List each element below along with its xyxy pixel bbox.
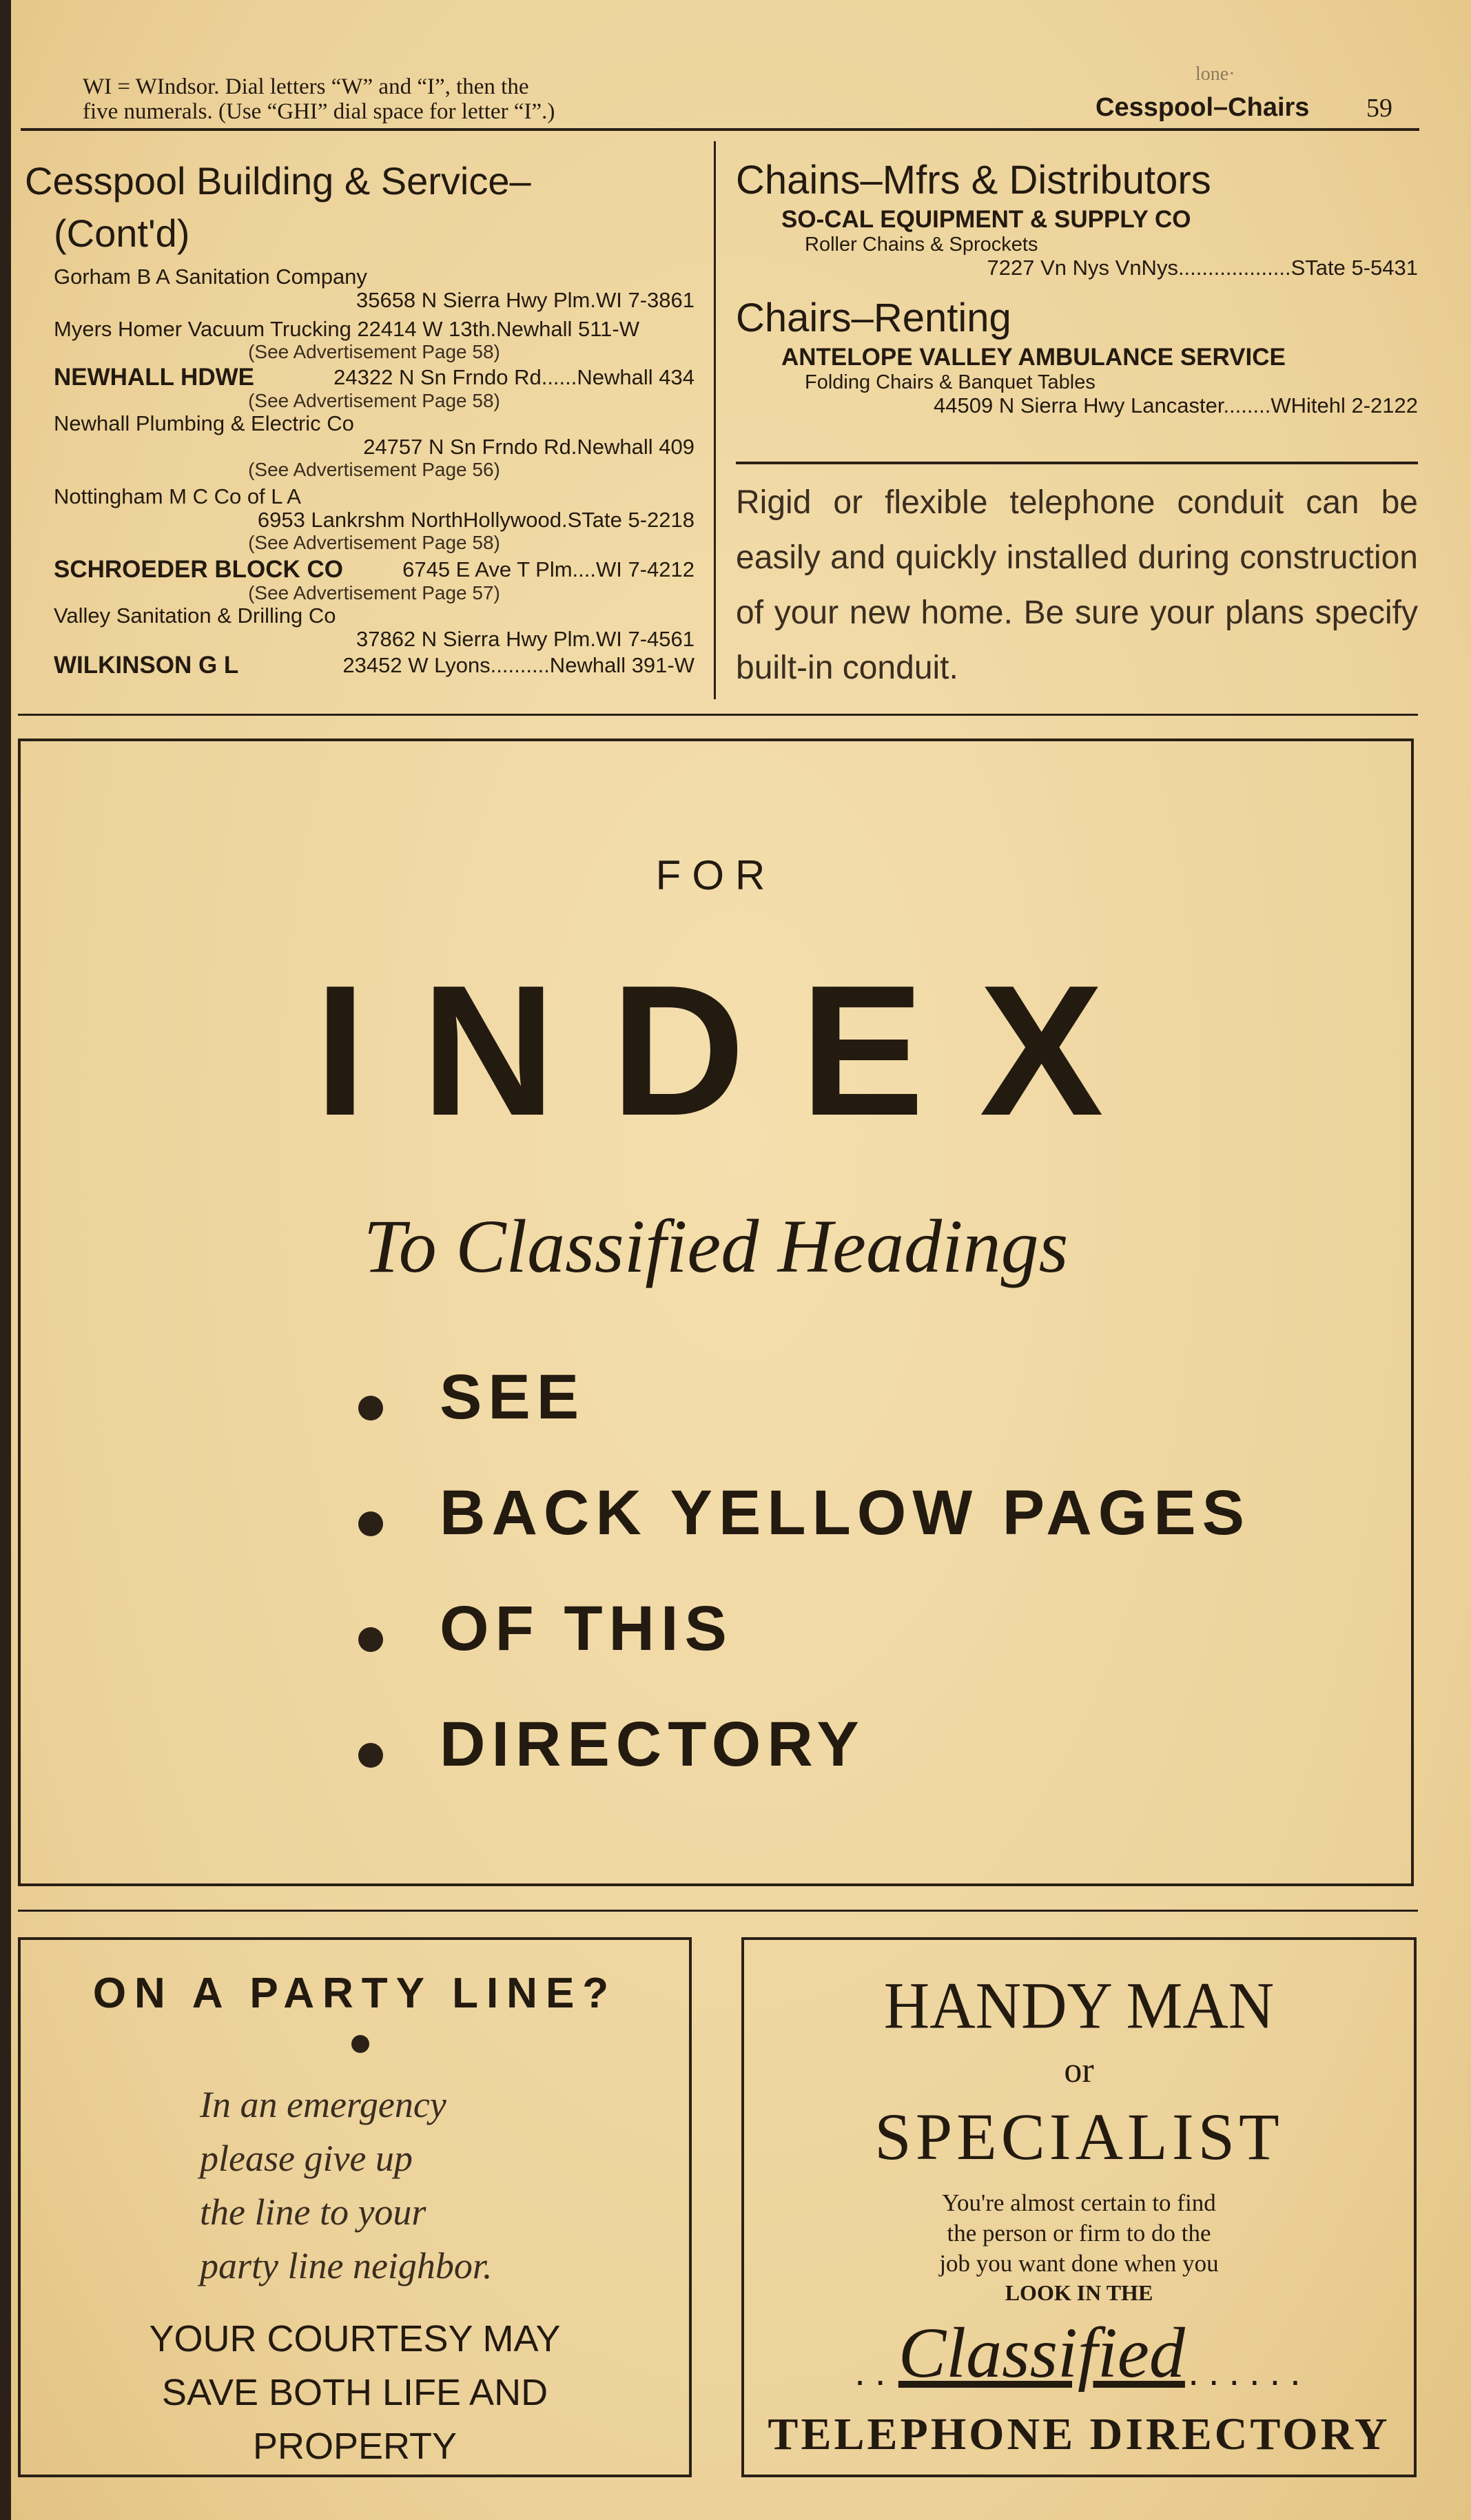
index-subtitle: To Classified Headings bbox=[363, 1204, 1069, 1288]
pencil-mark: lone· bbox=[1195, 63, 1235, 85]
body-line: the person or firm to do the bbox=[947, 2220, 1211, 2247]
section-heading: Cesspool Building & Service– bbox=[25, 159, 531, 203]
party-line-title: ON A PARTY LINE? bbox=[92, 1970, 617, 2017]
bullet-text: OF THIS bbox=[440, 1593, 733, 1664]
message-line: the line to your bbox=[200, 2191, 426, 2233]
index-title: INDEX bbox=[314, 947, 1159, 1155]
telephone-directory: TELEPHONE DIRECTORY bbox=[768, 2409, 1390, 2459]
listing-address: 7227 Vn Nys VnNys...................STate 5-5431 bbox=[987, 256, 1418, 280]
listing-name: SCHROEDER BLOCK CO bbox=[54, 556, 344, 583]
see-advertisement: (See Advertisement Page 58) bbox=[248, 390, 500, 411]
bullet-icon bbox=[358, 1396, 383, 1421]
see-advertisement: (See Advertisement Page 58) bbox=[248, 341, 500, 362]
bullet-icon bbox=[358, 1627, 383, 1652]
listing-entry bbox=[25, 412, 695, 481]
listing-address: 37862 N Sierra Hwy Plm.WI 7-4561 bbox=[356, 627, 695, 651]
listing-column-left bbox=[25, 155, 695, 678]
leader-dots: .. bbox=[854, 2350, 896, 2393]
message-line: SAVE BOTH LIFE AND bbox=[161, 2372, 548, 2413]
leader-dots: ...... bbox=[1188, 2350, 1310, 2393]
classified-word: Classified bbox=[898, 2313, 1185, 2393]
listing-address: 44509 N Sierra Hwy Lancaster........WHitehl 2-2122 bbox=[934, 393, 1418, 417]
handy-man-advertisement bbox=[741, 1937, 1417, 2477]
page-binding-edge bbox=[0, 0, 11, 2520]
section-heading: Chairs–Renting bbox=[736, 296, 1011, 340]
guide-words: Cesspool–Chairs bbox=[1095, 93, 1310, 122]
listing-column-right bbox=[736, 155, 1418, 418]
listing-entry bbox=[25, 654, 695, 678]
body-line: You're almost certain to find bbox=[942, 2189, 1216, 2216]
notice-rule bbox=[736, 462, 1418, 464]
column-divider bbox=[714, 141, 716, 699]
listing-address: 35658 N Sierra Hwy Plm.WI 7-3861 bbox=[356, 288, 695, 312]
bullet-text: BACK YELLOW PAGES bbox=[440, 1478, 1251, 1548]
conduit-notice: Rigid or flexible telephone conduit can be easily and quickly installed during construction of your new home. Be sure your plans specify built-in conduit. bbox=[736, 484, 1418, 686]
company-description: Roller Chains & Sprockets bbox=[805, 234, 1038, 256]
message-line: In an emergency bbox=[200, 2084, 446, 2125]
classified-script bbox=[792, 2312, 1372, 2394]
handy-man-title: HANDY MAN bbox=[883, 1968, 1275, 2043]
listing-entry bbox=[25, 318, 695, 363]
listing-name: Gorham B A Sanitation Company bbox=[54, 265, 367, 289]
header-rule bbox=[21, 128, 1419, 131]
message-line: YOUR COURTESY MAY bbox=[149, 2318, 561, 2359]
message-line: party line neighbor. bbox=[200, 2245, 493, 2286]
dialing-note bbox=[83, 74, 772, 124]
listing-entry bbox=[25, 558, 695, 604]
section-rule bbox=[18, 714, 1418, 716]
section-rule bbox=[18, 1910, 1418, 1912]
company-name: SO-CAL EQUIPMENT & SUPPLY CO bbox=[781, 206, 1191, 233]
listing-address: 24757 N Sn Frndo Rd.Newhall 409 bbox=[363, 435, 695, 459]
courtesy-message bbox=[21, 2312, 689, 2473]
listing-entry bbox=[25, 604, 695, 651]
listing-entry bbox=[25, 366, 695, 412]
dialing-note-line: five numerals. (Use “GHI” dial space for letter “I”.) bbox=[83, 99, 555, 124]
section-heading-cont: (Cont'd) bbox=[54, 211, 190, 255]
look-in-the: LOOK IN THE bbox=[1005, 2280, 1153, 2305]
listing-address: 6953 Lankrshm NorthHollywood.STate 5-2218 bbox=[257, 508, 695, 532]
handy-man-or: or bbox=[1064, 2051, 1094, 2090]
listing-entry bbox=[25, 265, 695, 312]
bullet-icon bbox=[351, 2035, 369, 2053]
bullet-icon bbox=[358, 1511, 383, 1536]
listing-name: Newhall Plumbing & Electric Co bbox=[54, 411, 354, 435]
listing-name: WILKINSON G L bbox=[54, 652, 239, 679]
page-number: 59 bbox=[1366, 94, 1392, 123]
section-heading: Chains–Mfrs & Distributors bbox=[736, 158, 1211, 203]
listing-name: Nottingham M C Co of L A bbox=[54, 484, 301, 508]
see-advertisement: (See Advertisement Page 57) bbox=[248, 582, 500, 603]
message-line: PROPERTY bbox=[252, 2426, 457, 2467]
index-for: FOR bbox=[655, 852, 776, 898]
listing-address: 24322 N Sn Frndo Rd......Newhall 434 bbox=[333, 365, 695, 389]
body-line: job you want done when you bbox=[939, 2250, 1219, 2277]
handy-man-body bbox=[744, 2188, 1414, 2279]
listing-name: Valley Sanitation & Drilling Co bbox=[54, 603, 336, 628]
party-line-advertisement bbox=[18, 1937, 692, 2477]
bullet-icon bbox=[358, 1743, 383, 1768]
handy-man-specialist: SPECIALIST bbox=[874, 2100, 1284, 2173]
message-line: please give up bbox=[200, 2138, 413, 2179]
listing-name: Myers Homer Vacuum Trucking 22414 W 13th.Newhall 511-W bbox=[54, 317, 639, 341]
bullet-text: DIRECTORY bbox=[440, 1709, 865, 1779]
see-advertisement: (See Advertisement Page 56) bbox=[248, 459, 500, 480]
dialing-note-line: WI = WIndsor. Dial letters “W” and “I”, then the bbox=[83, 74, 529, 99]
index-advertisement bbox=[18, 739, 1414, 1886]
company-name: ANTELOPE VALLEY AMBULANCE SERVICE bbox=[781, 344, 1286, 371]
party-line-message bbox=[200, 2078, 492, 2293]
listing-name: NEWHALL HDWE bbox=[54, 364, 254, 391]
listing-address: 6745 E Ave T Plm....WI 7-4212 bbox=[402, 557, 695, 581]
see-advertisement: (See Advertisement Page 58) bbox=[248, 532, 500, 553]
bullet-text: SEE bbox=[440, 1362, 586, 1432]
company-description: Folding Chairs & Banquet Tables bbox=[805, 371, 1095, 393]
listing-entry bbox=[25, 485, 695, 554]
listing-address: 23452 W Lyons..........Newhall 391-W bbox=[342, 653, 695, 677]
